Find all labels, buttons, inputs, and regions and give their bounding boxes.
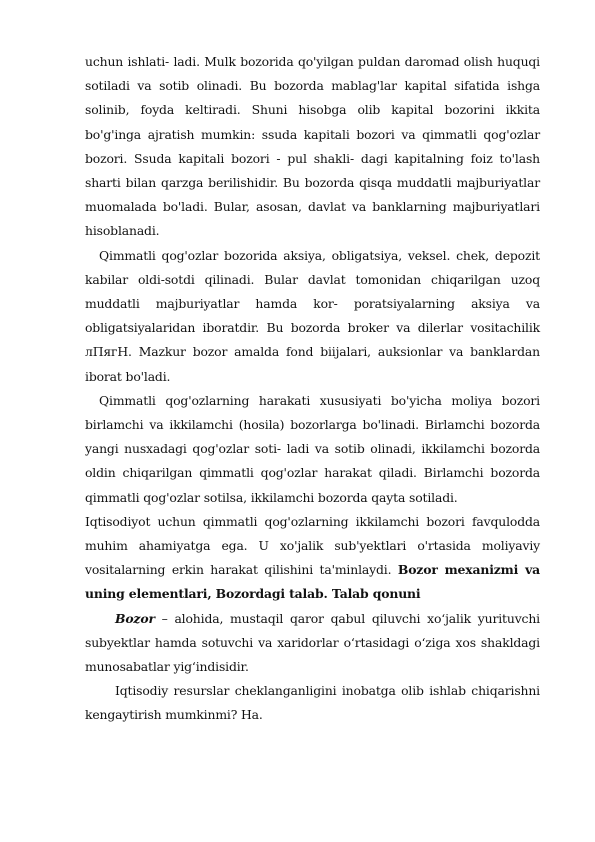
paragraph-primary-secondary-market: Qimmatli qog'ozlarning harakati xususiyati bo'yicha moliya bozori birlamchi va ikkilamchi (hosila) bozorlarga bo'linadi. Birlamchi bozorda yangi nusxadagi qog'ozlar soti- ladi va sotib olinadi, ikkilamchi bozorda oldin chiqarilgan qimmatli qog'ozlar harakat qiladi. Birlamchi bozorda qimmatli qog'ozlar sotilsa, ikkilamchi bozorda qayta sotiladi. <box>85 392 540 505</box>
paragraph-capital-market: uchun ishlati- ladi. Mulk bozorida qo'yilgan puldan daromad olish huquqi sotiladi va sotib olinadi. Bu bozorda mablag'lar kapital sifatida ishga solinib, foyda keltiradi. Shuni hisobga olib kapital bozorini ikkita bo'g'inga ajratish mumkin: ssuda kapitali bozori va qimmatli qog'ozlar bozori. Ssuda kapitali bozori - pul shakli- dagi kapitalning foiz to'lash sharti bilan qarzga berilishidir. Bu bozorda qisqa muddatli majburiyatlar muomalada bo'ladi. Bular, asosan, davlat va banklarning majburiyatlari hisoblanadi. <box>85 54 540 239</box>
paragraph-text: Iqtisodiyot uchun qimmatli qog'ozlarning ikkilamchi bozori favqulodda muhim ahamiyatga ega. U xo'jalik sub'yektlari o'rtasida moliyaviy vositalarning erkin harakat qilishini ta'minlaydi. <box>85 513 540 578</box>
defined-term: Bozor <box>115 610 155 626</box>
paragraph-securities-market: Qimmatli qog'ozlar bozorida aksiya, obligatsiya, veksel. chek, depozit kabilar oldi-sotdi qilinadi. Bular davlat tomonidan chiqarilgan uzoq muddatli majburiyatlar hamda kor- poratsiyalarning aksiya va obligatsiyalaridan iboratdir. Bu bozorda broker va dilerlar vositachilik лПягН. Mazkur bozor amalda fond biijalari, auksionlar va banklardan iborat bo'ladi. <box>85 247 540 384</box>
paragraph-market-definition <box>85 607 540 680</box>
section-heading: Bozor mexanizmi va uning elementlari, Bozordagi talab. Talab qonuni <box>85 562 541 602</box>
paragraph-secondary-market-importance <box>85 510 540 607</box>
paragraph-resources-question: Iqtisodiy resurslar cheklanganligini inobatga olib ishlab chiqarishni kengaytirish mumkinmi? Ha. <box>85 683 540 723</box>
document-page <box>85 50 540 728</box>
definition-text: – alohida, mustaqil qaror qabul qiluvchi xo‘jalik yurituvchi subyektlar hamda sotuvchi va xaridorlar o‘rtasidagi o‘ziga xos shakldagi munosabatlar yig‘indisidir. <box>85 610 540 675</box>
